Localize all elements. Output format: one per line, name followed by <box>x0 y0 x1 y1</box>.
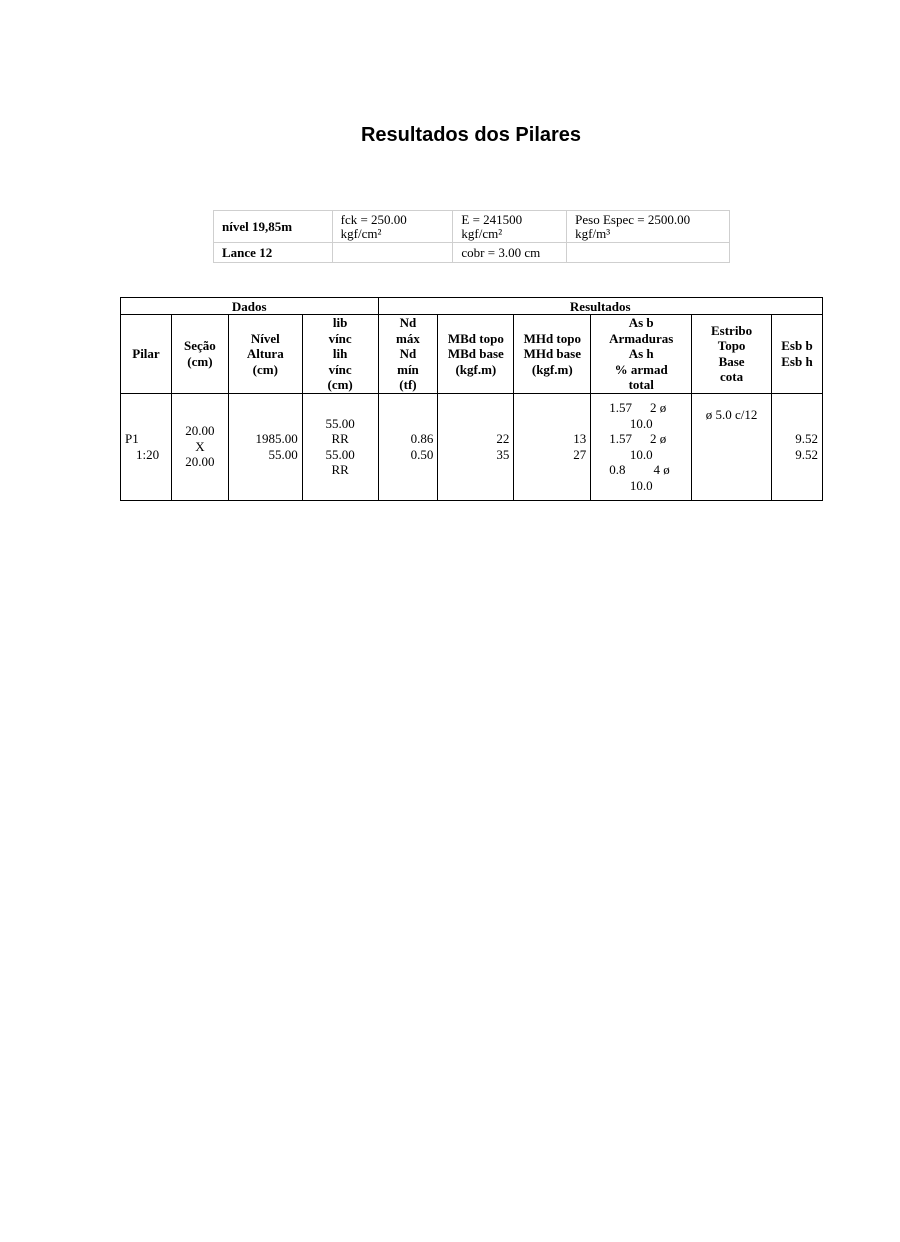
page-title: Resultados dos Pilares <box>360 124 582 146</box>
nivel-label: nível 19,85m <box>214 211 333 243</box>
header-lib: lib vínc lih vínc (cm) <box>302 315 378 394</box>
cell-nd: 0.86 0.50 <box>378 393 438 500</box>
header-nd: Nd máx Nd mín (tf) <box>378 315 438 394</box>
elastic-modulus-value: E = 241500 kgf/cm² <box>453 211 567 243</box>
fck-value: fck = 250.00 kgf/cm² <box>332 211 453 243</box>
header-mhd: MHd topo MHd base (kgf.m) <box>514 315 591 394</box>
header-estribo: Estribo Topo Base cota <box>692 315 772 394</box>
table-row <box>121 393 823 500</box>
cell-mhd: 13 27 <box>514 393 591 500</box>
parameters-table <box>213 210 730 263</box>
header-esb: Esb b Esb h <box>772 315 823 394</box>
group-dados: Dados <box>121 298 379 315</box>
column-header-row <box>121 315 823 394</box>
empty-cell <box>567 243 730 263</box>
parameters-row <box>214 211 730 243</box>
cell-nivel: 1985.00 55.00 <box>228 393 302 500</box>
header-pilar: Pilar <box>121 315 172 394</box>
cell-lib: 55.00 RR 55.00 RR <box>302 393 378 500</box>
results-table <box>120 297 823 501</box>
lance-label: Lance 12 <box>214 243 333 263</box>
empty-cell <box>332 243 453 263</box>
parameters-row <box>214 243 730 263</box>
cell-armaduras: 1.57 2 ø 10.0 1.57 2 ø 10.0 0.8 4 ø 10.0 <box>591 393 692 500</box>
cover-value: cobr = 3.00 cm <box>453 243 567 263</box>
cell-esb: 9.52 9.52 <box>772 393 823 500</box>
cell-estribo: ø 5.0 c/12 <box>692 393 772 500</box>
cell-secao: 20.00 X 20.00 <box>171 393 228 500</box>
specific-weight-value: Peso Espec = 2500.00 kgf/m³ <box>567 211 730 243</box>
cell-pilar: P1 1:20 <box>121 393 172 500</box>
header-secao: Seção (cm) <box>171 315 228 394</box>
header-armaduras: As b Armaduras As h % armad total <box>591 315 692 394</box>
cell-mbd: 22 35 <box>438 393 514 500</box>
header-mbd: MBd topo MBd base (kgf.m) <box>438 315 514 394</box>
group-header-row <box>121 298 823 315</box>
header-nivel: Nível Altura (cm) <box>228 315 302 394</box>
group-resultados: Resultados <box>378 298 822 315</box>
